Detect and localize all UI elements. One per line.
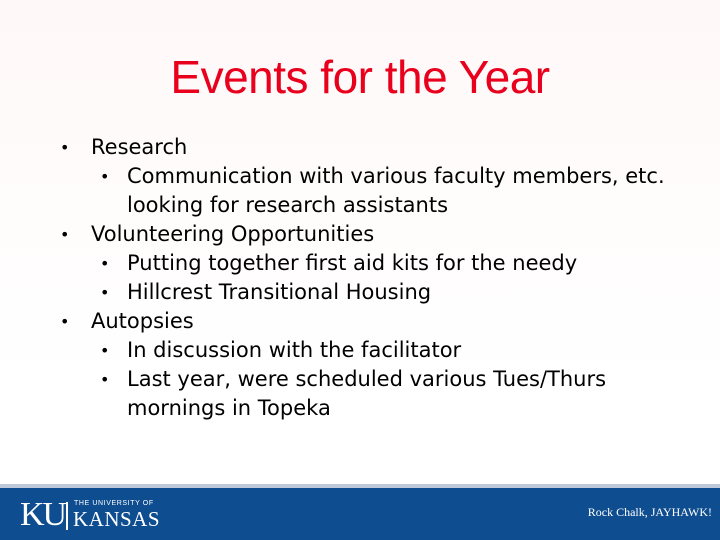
bullet-icon: • (100, 167, 110, 186)
bullet-text: Communication with various faculty members, etc. looking for research assistants (127, 164, 665, 217)
bullet-icon: • (100, 283, 110, 302)
bullet-icon: • (100, 254, 110, 273)
bullet-subitem-last-year (60, 365, 700, 423)
bullet-icon: • (60, 225, 70, 244)
logo-university-of: THE UNIVERSITY OF (74, 500, 154, 507)
bullet-item-autopsies (60, 307, 700, 336)
bullet-item-research (60, 133, 700, 162)
footer-bar (0, 488, 720, 540)
bullet-text: Last year, were scheduled various Tues/Thurs mornings in Topeka (127, 367, 607, 420)
ku-logo-mark: KU (20, 496, 66, 533)
bullet-icon: • (60, 312, 70, 331)
bullet-subitem-facilitator (60, 336, 700, 365)
bullet-text: Putting together first aid kits for the needy (127, 251, 578, 275)
bullet-icon: • (100, 341, 110, 360)
slide-title: Events for the Year (170, 51, 550, 103)
bullet-text: Hillcrest Transitional Housing (127, 280, 432, 304)
bullet-subitem-first-aid (60, 249, 700, 278)
bullet-text: Autopsies (91, 309, 194, 333)
bullet-icon: • (100, 370, 110, 389)
bullet-text: Volunteering Opportunities (91, 222, 375, 246)
bullet-icon: • (60, 138, 70, 157)
bullet-subitem-communication (60, 162, 700, 220)
logo-divider (66, 502, 68, 530)
bullet-text: Research (91, 135, 188, 159)
bullet-list (60, 133, 700, 423)
bullet-text: In discussion with the facilitator (127, 338, 462, 362)
bullet-subitem-hillcrest (60, 278, 700, 307)
logo-kansas: KANSAS (73, 507, 161, 531)
footer-tagline: Rock Chalk, JAYHAWK! (587, 505, 712, 519)
bullet-item-volunteering (60, 220, 700, 249)
